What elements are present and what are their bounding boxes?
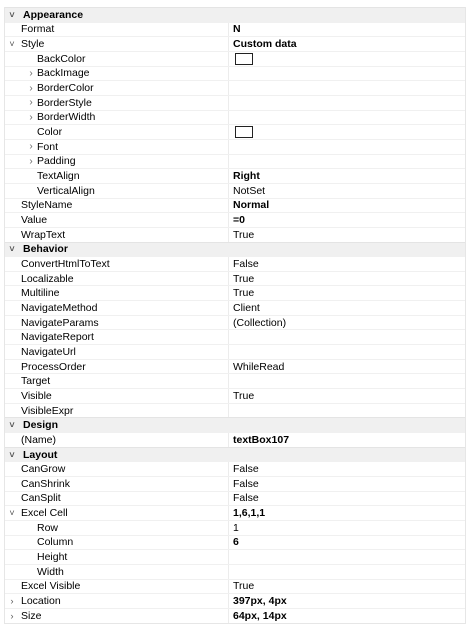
property-name-cell — [19, 81, 229, 95]
property-value-text: Client — [233, 301, 260, 314]
property-name-cell — [19, 433, 229, 447]
category-label: Layout — [23, 448, 58, 461]
property-value[interactable] — [229, 565, 233, 579]
property-value[interactable] — [229, 506, 265, 520]
property-row-row[interactable] — [5, 520, 465, 535]
property-row-navigateparams[interactable] — [5, 315, 465, 330]
property-value[interactable] — [229, 257, 259, 271]
category-appearance[interactable] — [5, 7, 465, 22]
property-name: Color — [37, 126, 63, 139]
property-row-padding[interactable] — [5, 154, 465, 169]
property-name: ProcessOrder — [21, 360, 86, 373]
category-label-cell — [19, 448, 229, 462]
property-name: Width — [37, 565, 64, 578]
property-name-cell — [19, 257, 229, 271]
property-value-text: True — [233, 287, 255, 300]
property-row-wraptext[interactable] — [5, 227, 465, 242]
property-name: Style — [21, 38, 45, 51]
category-label-cell — [19, 8, 229, 22]
property-row-backcolor[interactable] — [5, 51, 465, 66]
property-name-cell — [19, 169, 229, 183]
category-design[interactable] — [5, 417, 465, 432]
property-value-text: True — [233, 228, 255, 241]
chevron-right-icon[interactable]: › — [29, 141, 33, 153]
property-name-cell — [19, 96, 229, 110]
property-name: Column — [37, 536, 74, 549]
category-label-cell — [19, 418, 229, 432]
property-name-cell — [19, 609, 229, 623]
property-name: NavigateParams — [21, 316, 99, 329]
property-name-cell — [19, 228, 229, 242]
property-name-cell — [19, 37, 229, 51]
property-row-canshrink[interactable] — [5, 476, 465, 491]
color-swatch[interactable] — [235, 53, 253, 65]
property-value[interactable] — [229, 213, 245, 227]
property-name-cell — [19, 565, 229, 579]
property-name: BackImage — [37, 67, 90, 80]
property-value[interactable] — [229, 550, 233, 564]
property-name-cell — [19, 477, 229, 491]
property-value[interactable] — [229, 199, 269, 213]
property-value[interactable] — [229, 140, 233, 154]
property-name-cell — [19, 155, 229, 169]
property-row-width[interactable] — [5, 564, 465, 579]
property-row-target[interactable] — [5, 373, 465, 388]
property-name: CanSplit — [21, 492, 61, 505]
property-name: NavigateReport — [21, 331, 94, 344]
chevron-right-icon[interactable]: › — [10, 596, 14, 607]
property-value-text: 1 — [233, 521, 239, 534]
property-row-borderstyle[interactable] — [5, 95, 465, 110]
property-row-color[interactable] — [5, 124, 465, 139]
category-layout[interactable] — [5, 447, 465, 462]
property-name: Multiline — [21, 287, 60, 300]
property-value-text: False — [233, 477, 259, 490]
property-name-cell — [19, 184, 229, 198]
property-value[interactable] — [229, 272, 254, 286]
chevron-right-icon[interactable]: › — [29, 155, 33, 167]
property-name-cell — [19, 374, 229, 388]
property-value[interactable] — [229, 492, 259, 506]
chevron-right-icon[interactable]: › — [29, 82, 33, 94]
property-name-cell — [19, 389, 229, 403]
property-name-cell — [19, 330, 229, 344]
property-value[interactable] — [229, 155, 233, 169]
property-value-text: 397px, 4px — [233, 595, 287, 608]
chevron-right-icon[interactable]: › — [29, 111, 33, 123]
property-row-navigateurl[interactable] — [5, 344, 465, 359]
property-value[interactable] — [229, 301, 260, 315]
property-row-navigatemethod[interactable] — [5, 300, 465, 315]
property-grid — [4, 7, 466, 624]
property-name: Row — [37, 521, 59, 534]
property-name: Excel Visible — [21, 580, 81, 593]
property-name-cell — [19, 199, 229, 213]
property-row-height[interactable] — [5, 549, 465, 564]
property-name: TextAlign — [37, 170, 80, 183]
property-row-name[interactable] — [5, 432, 465, 447]
property-name: CanGrow — [21, 463, 66, 476]
property-row-verticalalign[interactable] — [5, 183, 465, 198]
property-row-processorder[interactable] — [5, 359, 465, 374]
property-row-multiline[interactable] — [5, 285, 465, 300]
property-name-cell — [19, 492, 229, 506]
property-name: Location — [21, 595, 61, 608]
property-value[interactable] — [229, 404, 233, 418]
property-name: ConvertHtmlToText — [21, 257, 110, 270]
category-label: Design — [23, 419, 59, 432]
property-name: (Name) — [21, 433, 57, 446]
property-name-cell — [19, 111, 229, 125]
chevron-down-icon[interactable]: ˅ — [9, 9, 15, 20]
property-name-cell — [19, 550, 229, 564]
property-value[interactable] — [229, 52, 253, 66]
property-value-text: False — [233, 463, 259, 476]
property-value[interactable] — [229, 580, 254, 594]
property-name-cell — [19, 67, 229, 81]
property-name: WrapText — [21, 228, 66, 241]
property-value-text: Normal — [233, 199, 270, 212]
property-row-visibleexpr[interactable] — [5, 403, 465, 418]
property-value[interactable] — [229, 111, 233, 125]
property-name: VerticalAlign — [37, 184, 95, 197]
property-row-format[interactable] — [5, 22, 465, 37]
property-name: Value — [21, 214, 48, 227]
property-value[interactable] — [229, 360, 284, 374]
property-name: StyleName — [21, 199, 73, 212]
property-row-visible[interactable] — [5, 388, 465, 403]
property-row-localizable[interactable] — [5, 271, 465, 286]
property-row-cansplit[interactable] — [5, 491, 465, 506]
property-row-bordercolor[interactable] — [5, 80, 465, 95]
property-name: Height — [37, 551, 68, 564]
property-name: VisibleExpr — [21, 404, 74, 417]
property-value[interactable] — [229, 125, 253, 139]
property-name: Padding — [37, 155, 76, 168]
property-name-cell — [19, 301, 229, 315]
property-value-text: Custom data — [233, 38, 297, 51]
property-value-text: False — [233, 257, 259, 270]
chevron-down-icon[interactable]: ˅ — [9, 449, 15, 460]
property-name-cell — [19, 536, 229, 550]
property-name: BorderStyle — [37, 96, 92, 109]
property-value-text: 64px, 14px — [233, 609, 287, 622]
property-name: NavigateUrl — [21, 345, 76, 358]
property-value[interactable] — [229, 609, 287, 623]
property-name: Font — [37, 140, 59, 153]
property-name-cell — [19, 594, 229, 608]
property-row-column[interactable] — [5, 535, 465, 550]
property-value[interactable] — [229, 286, 254, 300]
property-value[interactable] — [229, 228, 254, 242]
property-row-converthtmltotext[interactable] — [5, 256, 465, 271]
property-value-text: False — [233, 492, 259, 505]
property-name: BorderWidth — [37, 111, 96, 124]
property-value[interactable] — [229, 374, 233, 388]
property-name: BackColor — [37, 52, 86, 65]
property-name: Target — [21, 375, 51, 388]
property-name-cell — [19, 125, 229, 139]
property-value[interactable] — [229, 330, 233, 344]
chevron-right-icon[interactable]: › — [10, 610, 14, 621]
property-name: NavigateMethod — [21, 301, 98, 314]
property-value[interactable] — [229, 477, 259, 491]
property-row-borderwidth[interactable] — [5, 110, 465, 125]
category-label: Behavior — [23, 243, 68, 256]
chevron-down-icon[interactable]: ˅ — [9, 244, 15, 255]
property-name: Format — [21, 23, 55, 36]
property-name-cell — [19, 316, 229, 330]
color-swatch[interactable] — [235, 126, 253, 138]
property-value-text: textBox107 — [233, 433, 290, 446]
property-row-font[interactable] — [5, 139, 465, 154]
property-value-text: N — [233, 23, 241, 36]
chevron-down-icon[interactable]: ˅ — [9, 420, 15, 431]
property-name: BorderColor — [37, 82, 94, 95]
property-value[interactable] — [229, 81, 233, 95]
property-name-cell — [19, 213, 229, 227]
property-row-excel-visible[interactable] — [5, 579, 465, 594]
property-name-cell — [19, 286, 229, 300]
property-name-cell — [19, 462, 229, 476]
property-value[interactable] — [229, 521, 239, 535]
property-value[interactable] — [229, 96, 233, 110]
property-name-cell — [19, 360, 229, 374]
property-value-text: True — [233, 389, 255, 402]
property-value[interactable] — [229, 462, 259, 476]
property-value[interactable] — [229, 67, 233, 81]
property-name: Localizable — [21, 272, 74, 285]
property-value-text: Right — [233, 170, 260, 183]
property-value-text: 6 — [233, 536, 239, 549]
property-value-text: True — [233, 580, 255, 593]
property-row-location[interactable] — [5, 593, 465, 608]
property-row-backimage[interactable] — [5, 66, 465, 81]
chevron-down-icon[interactable]: ˅ — [9, 508, 15, 519]
property-name-cell — [19, 140, 229, 154]
property-value[interactable] — [229, 345, 233, 359]
property-value-text: NotSet — [233, 184, 266, 197]
property-row-style[interactable] — [5, 36, 465, 51]
category-behavior[interactable] — [5, 242, 465, 257]
property-name: CanShrink — [21, 477, 71, 490]
category-label: Appearance — [23, 8, 84, 21]
property-value[interactable] — [229, 184, 265, 198]
property-name-cell — [19, 52, 229, 66]
property-value[interactable] — [229, 37, 297, 51]
property-name-cell — [19, 404, 229, 418]
property-value-text: =0 — [233, 214, 245, 227]
chevron-right-icon[interactable]: › — [29, 67, 33, 79]
property-value-text: 1,6,1,1 — [233, 507, 266, 520]
property-name-cell — [19, 506, 229, 520]
property-value[interactable] — [229, 536, 239, 550]
property-value[interactable] — [229, 316, 286, 330]
property-value-text: WhileRead — [233, 360, 285, 373]
property-name: Visible — [21, 389, 52, 402]
chevron-down-icon[interactable]: ˅ — [9, 39, 15, 50]
property-row-cangrow[interactable] — [5, 461, 465, 476]
property-value[interactable] — [229, 389, 254, 403]
property-row-excel-cell[interactable] — [5, 505, 465, 520]
property-name-cell — [19, 345, 229, 359]
property-name-cell — [19, 23, 229, 37]
property-row-size[interactable] — [5, 608, 465, 623]
chevron-right-icon[interactable]: › — [29, 97, 33, 109]
property-value[interactable] — [229, 23, 241, 37]
property-value[interactable] — [229, 433, 289, 447]
property-name: Size — [21, 609, 42, 622]
property-name: Excel Cell — [21, 507, 68, 520]
property-value[interactable] — [229, 594, 287, 608]
property-value[interactable] — [229, 169, 260, 183]
property-row-textalign[interactable] — [5, 168, 465, 183]
property-name-cell — [19, 272, 229, 286]
property-row-navigatereport[interactable] — [5, 329, 465, 344]
category-label-cell — [19, 243, 229, 257]
property-value-text: (Collection) — [233, 316, 287, 329]
property-row-value[interactable] — [5, 212, 465, 227]
property-name-cell — [19, 521, 229, 535]
property-row-stylename[interactable] — [5, 198, 465, 213]
property-name-cell — [19, 580, 229, 594]
property-value-text: True — [233, 272, 255, 285]
